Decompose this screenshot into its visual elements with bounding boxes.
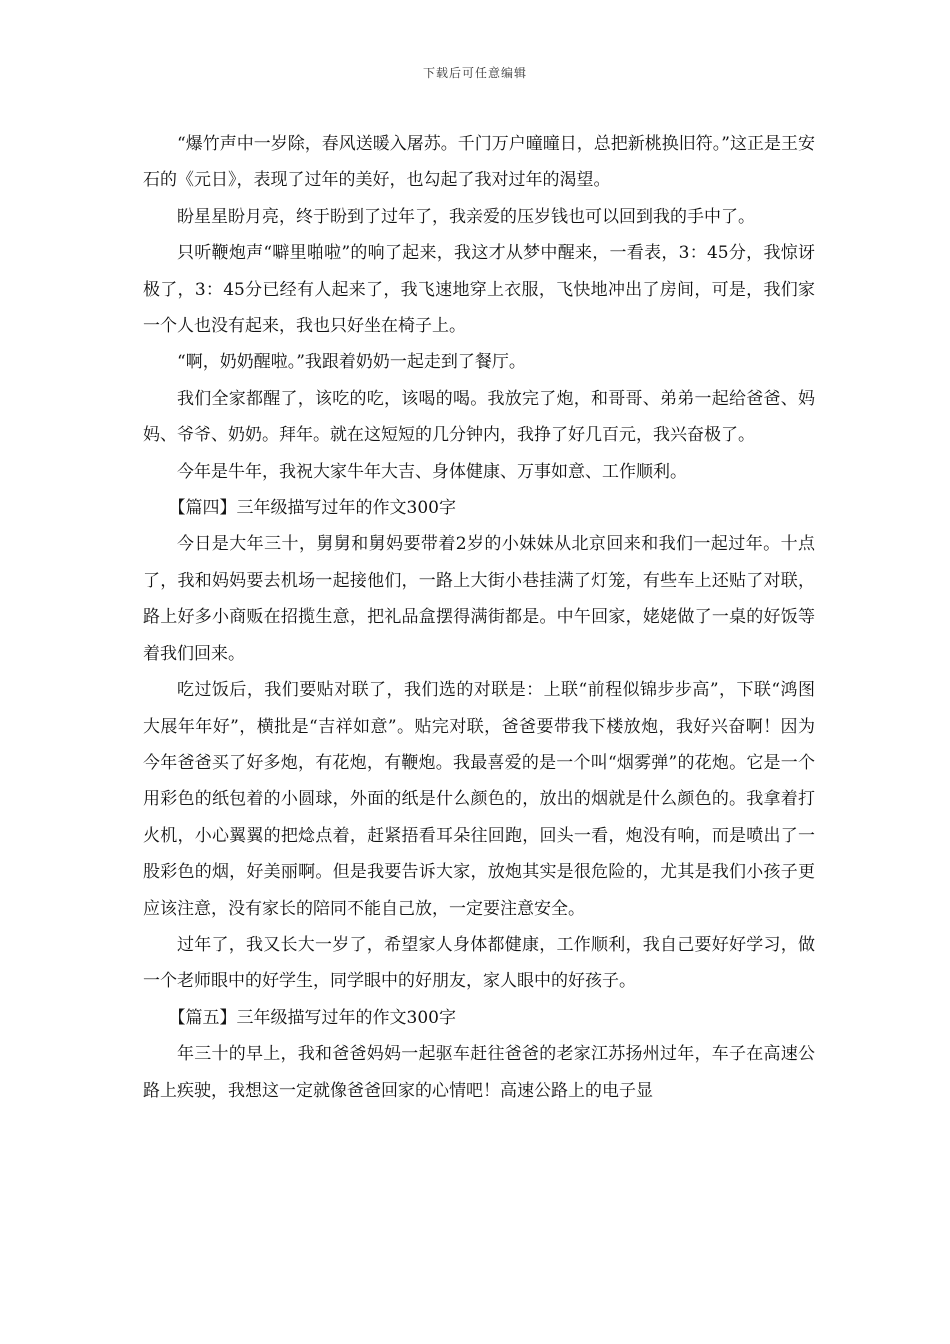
paragraph: 我们全家都醒了，该吃的吃，该喝的喝。我放完了炮，和哥哥、弟弟一起给爸爸、妈妈、爷爷、奶奶。拜年。就在这短短的几分钟内，我挣了好几百元，我兴奋极了。 bbox=[143, 388, 815, 446]
paragraph: 年三十的早上，我和爸爸妈妈一起驱车赶往爸爸的老家江苏扬州过年，车子在高速公路上疾驶，我想这一定就像爸爸回家的心情吧！高速公路上的电子显 bbox=[143, 1044, 815, 1101]
section-title-5: 【篇五】三年级描写过年的作文300字 bbox=[168, 1007, 456, 1028]
paragraph: 吃过饭后，我们要贴对联了，我们选的对联是：上联“前程似锦步步高”，下联“鸿图大展年年好”，横批是“吉祥如意”。贴完对联，爸爸要带我下楼放炮，我好兴奋啊！因为今年爸爸买了好多炮，有花炮，有鞭炮。我最喜爱的是一个叫“烟雾弹”的花炮。它是一个用彩色的纸包着的小圆球，外面的纸是什么颜色的，放出的烟就是什么颜色的。我拿着打火机，小心翼翼的把焾点着，赶紧捂看耳朵往回跑，回头一看，炮没有响，而是喷出了一股彩色的烟，好美丽啊。但是我要告诉大家，放炮其实是很危险的，尤其是我们小孩子更应该注意，没有家长的陪同不能自己放，一定要注意安全。 bbox=[143, 680, 815, 919]
document-body bbox=[143, 126, 815, 1109]
page-header: 下载后可任意编辑 bbox=[422, 66, 527, 80]
paragraph: “爆竹声中一岁除，春风送暖入屠苏。千门万户曈曈日，总把新桃换旧符。”这正是王安石的《元日》，表现了过年的美好，也勾起了我对过年的渴望。 bbox=[143, 134, 815, 191]
paragraph: “啊，奶奶醒啦。”我跟着奶奶一起走到了餐厅。 bbox=[177, 352, 526, 373]
paragraph: 今年是牛年，我祝大家牛年大吉、身体健康、万事如意、工作顺利。 bbox=[177, 461, 687, 482]
paragraph: 今日是大年三十，舅舅和舅妈要带着2岁的小妹妹从北京回来和我们一起过年。十点了，我和妈妈要去机场一起接他们，一路上大街小巷挂满了灯笼，有些车上还贴了对联，路上好多小商贩在招揽生意，把礼品盒摆得满街都是。中午回家，姥姥做了一桌的好饭等着我们回来。 bbox=[143, 534, 815, 664]
paragraph: 过年了，我又长大一岁了，希望家人身体都健康，工作顺利，我自己要好好学习，做一个老师眼中的好学生，同学眼中的好朋友，家人眼中的好孩子。 bbox=[143, 934, 815, 992]
paragraph: 盼星星盼月亮，终于盼到了过年了，我亲爱的压岁钱也可以回到我的手中了。 bbox=[177, 206, 755, 227]
paragraph: 只听鞭炮声“噼里啪啦”的响了起来，我这才从梦中醒来，一看表，3：45分，我惊讶极了，3：45分已经有人起来了，我飞速地穿上衣服，飞快地冲出了房间，可是，我们家一个人也没有起来，我也只好坐在椅子上。 bbox=[143, 243, 815, 337]
section-title-4: 【篇四】三年级描写过年的作文300字 bbox=[168, 498, 456, 519]
